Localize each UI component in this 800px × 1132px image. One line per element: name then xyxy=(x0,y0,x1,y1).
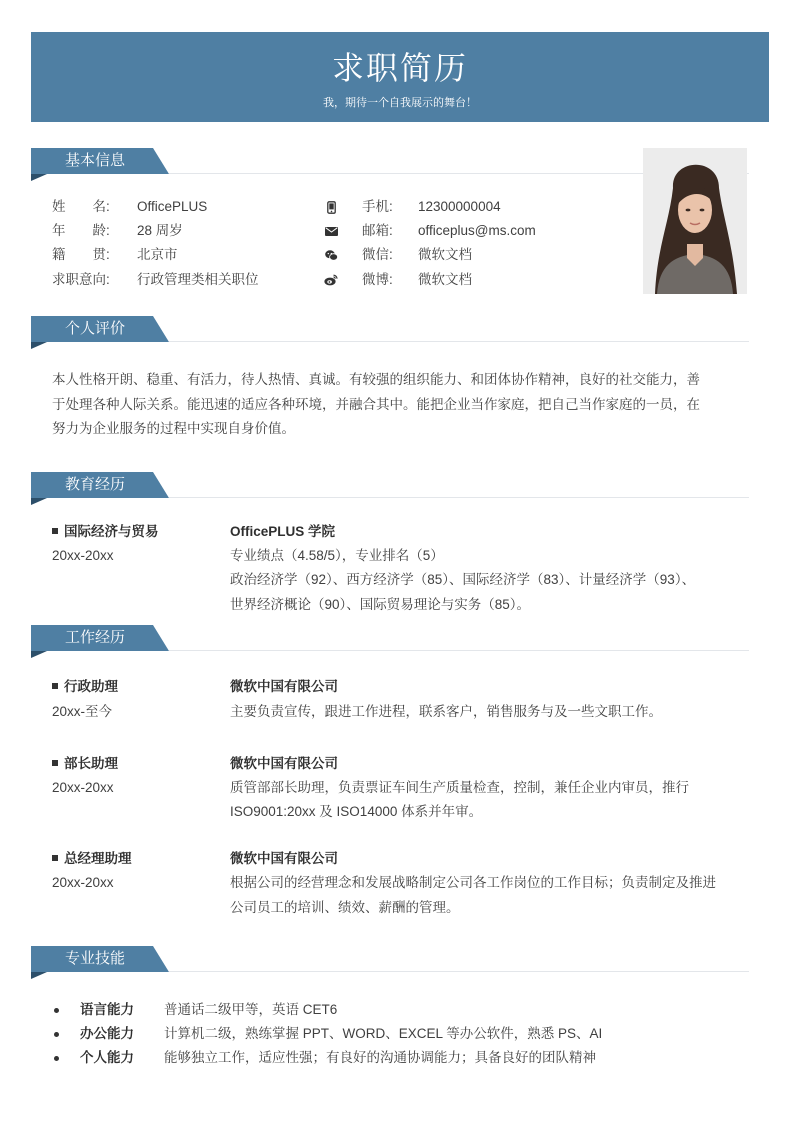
contact-value-email: officeplus@ms.com xyxy=(418,223,536,238)
section-title: 工作经历 xyxy=(65,629,126,646)
section-header-skills xyxy=(31,946,749,978)
section-header-education xyxy=(31,472,749,504)
education-school: OfficePLUS 学院 xyxy=(230,524,336,539)
work-title: 总经理助理 xyxy=(52,849,132,869)
work-title: 部长助理 xyxy=(52,754,118,774)
envelope-icon xyxy=(324,224,338,238)
bullet-icon xyxy=(54,1008,59,1013)
contact-label-phone: 手机: xyxy=(362,199,393,214)
profile-photo xyxy=(643,148,747,294)
section-header-evaluation xyxy=(31,316,749,348)
basic-value-name: OfficePLUS xyxy=(137,199,208,214)
basic-label-age: 年 龄: xyxy=(52,223,110,238)
work-detail-line: ISO9001:20xx 及 ISO14000 体系并年审。 xyxy=(230,804,483,819)
wechat-icon xyxy=(324,248,338,262)
work-detail-line: 根据公司的经营理念和发展战略制定公司各工作岗位的工作目标；负责制定及推进 xyxy=(230,875,716,890)
basic-label-hometown: 籍 贯: xyxy=(52,247,110,262)
skill-name: 办公能力 xyxy=(80,1026,134,1041)
section-header-work xyxy=(31,625,749,657)
bullet-icon xyxy=(54,1056,59,1061)
work-company: 微软中国有限公司 xyxy=(230,756,338,771)
skill-desc: 普通话二级甲等，英语 CET6 xyxy=(164,1002,338,1017)
contact-label-weibo: 微博: xyxy=(362,272,393,287)
mobile-phone-icon xyxy=(324,200,338,214)
page-subtitle: 我，期待一个自我展示的舞台！ xyxy=(323,97,477,109)
education-detail-line: 世界经济概论（90）、国际贸易理论与实务（85）。 xyxy=(230,597,531,612)
work-detail-line: 公司员工的培训、绩效、薪酬的管理。 xyxy=(230,900,460,915)
education-detail-line: 专业绩点（4.58/5），专业排名（5） xyxy=(230,548,444,563)
basic-value-hometown: 北京市 xyxy=(137,247,178,262)
weibo-icon xyxy=(324,273,338,287)
contact-value-wechat: 微软文档 xyxy=(418,247,472,262)
evaluation-line: 于处理各种人际关系。能迅速的适应各种环境，并融合其中。能把企业当作家庭，把自己当作家庭的一员，在 xyxy=(52,396,700,412)
work-title: 行政助理 xyxy=(52,677,118,697)
skill-desc: 能够独立工作，适应性强；有良好的沟通协调能力；具备良好的团队精神 xyxy=(164,1050,596,1065)
skill-name: 个人能力 xyxy=(80,1050,134,1065)
evaluation-line: 本人性格开朗、稳重、有活力，待人热情、真诚。有较强的组织能力、和团体协作精神，良好的社交能力，善 xyxy=(52,372,700,387)
evaluation-paragraph xyxy=(52,368,740,442)
section-header-basic xyxy=(31,148,749,180)
work-detail-line: 主要负责宣传，跟进工作进程，联系客户，销售服务与及一些文职工作。 xyxy=(230,704,662,719)
work-period: 20xx-20xx xyxy=(52,780,114,795)
education-major: 国际经济与贸易 xyxy=(52,522,159,542)
work-company: 微软中国有限公司 xyxy=(230,851,338,866)
basic-label-objective: 求职意向: xyxy=(52,272,110,287)
section-title: 专业技能 xyxy=(65,950,126,967)
education-detail-line: 政治经济学（92）、西方经济学（85）、国际经济学（83）、计量经济学（93）、 xyxy=(230,572,696,587)
work-detail-line: 质管部部长助理，负责票证车间生产质量检查，控制，兼任企业内审员，推行 xyxy=(230,780,689,795)
work-period: 20xx-至今 xyxy=(52,704,113,719)
section-title: 个人评价 xyxy=(65,320,126,337)
education-period: 20xx-20xx xyxy=(52,548,114,563)
skill-desc: 计算机二级，熟练掌握 PPT、WORD、EXCEL 等办公软件，熟悉 PS、AI xyxy=(164,1026,603,1041)
evaluation-line: 努力为企业服务的过程中实现自身价值。 xyxy=(52,421,295,436)
resume-header xyxy=(31,32,769,122)
work-company: 微软中国有限公司 xyxy=(230,679,338,694)
bullet-icon xyxy=(54,1032,59,1037)
contact-value-weibo: 微软文档 xyxy=(418,272,472,287)
basic-value-objective: 行政管理类相关职位 xyxy=(137,272,259,287)
section-title: 基本信息 xyxy=(65,152,126,169)
basic-label-name: 姓 名: xyxy=(52,199,110,214)
section-title: 教育经历 xyxy=(65,476,126,493)
contact-value-phone: 12300000004 xyxy=(418,199,501,214)
work-period: 20xx-20xx xyxy=(52,875,114,890)
contact-label-email: 邮箱: xyxy=(362,223,393,238)
skill-name: 语言能力 xyxy=(80,1002,134,1017)
contact-label-wechat: 微信: xyxy=(362,247,393,262)
page-title: 求职简历 xyxy=(331,50,468,86)
basic-value-age: 28 周岁 xyxy=(137,223,183,238)
